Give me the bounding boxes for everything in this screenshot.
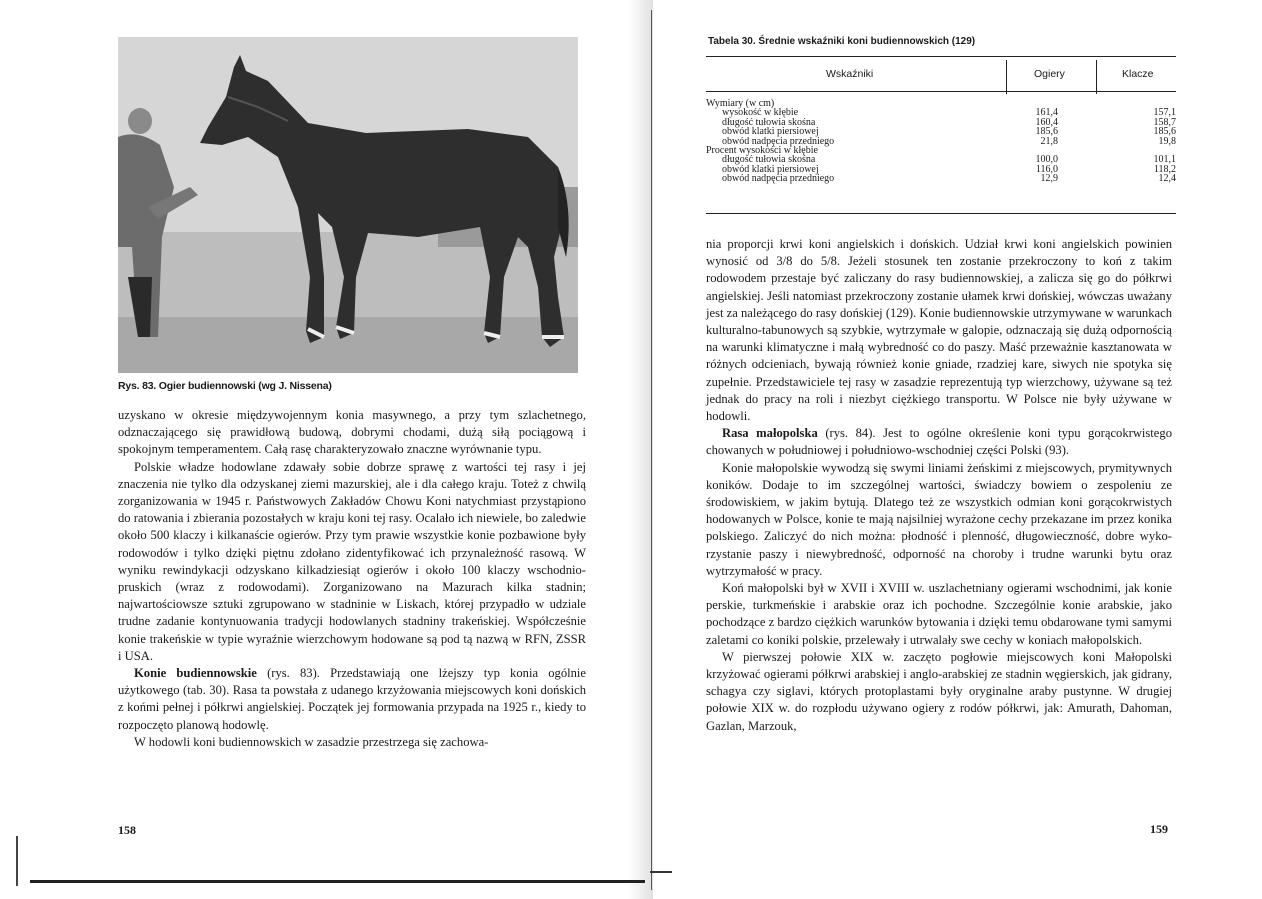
cell-klacze: 12,4 bbox=[1158, 173, 1176, 185]
table-rule bbox=[706, 91, 1176, 92]
cell-ogiery: 12,9 bbox=[1040, 173, 1058, 185]
cell-klacze: 101,1 bbox=[1153, 154, 1176, 166]
column-header-ogiery: Ogiery bbox=[1034, 68, 1065, 80]
row-label: obwód nadpęcia przedniego bbox=[722, 135, 835, 147]
horse-photo bbox=[118, 37, 578, 373]
row-label: długość tułowia skośna bbox=[722, 154, 816, 166]
section-heading: Rasa małopolska bbox=[722, 426, 818, 441]
gutter-shadow bbox=[627, 0, 653, 899]
row-label: obwód klatki piersiowej bbox=[722, 163, 819, 175]
cell-klacze: 185,6 bbox=[1153, 126, 1176, 138]
paragraph: W pierwszej połowie XIX w. zaczęto pogłowie miejscowych koni Małopolski krzyżować ogierami półkrwi arabskiej i anglo-arabskiej ze stadnin węgierskich, jak gidrany, schagya czy siglavi, których protoplastami były oryginalne araby pustynne. W drugiej połowie XIX w. do rozpłodu używano ogiery z rodów półkrwi, jak: Amurath, Dahoman, Gazlan, Marzouk, bbox=[706, 649, 1172, 733]
table-divider bbox=[1006, 60, 1007, 94]
cell-ogiery: 100,0 bbox=[1035, 154, 1058, 166]
cell-klacze: 118,2 bbox=[1153, 163, 1176, 175]
cell-ogiery: 161,4 bbox=[1035, 107, 1058, 119]
table-title: Tabela 30. Średnie wskaźniki koni budiennowskich (129) bbox=[708, 36, 976, 47]
page-left-edge bbox=[16, 836, 18, 886]
gutter-line bbox=[651, 10, 652, 890]
row-label: Procent wysokości w kłębie bbox=[706, 144, 818, 156]
table-rule bbox=[706, 213, 1176, 214]
page-number-right: 159 bbox=[1150, 822, 1168, 836]
paragraph: Konie budiennowskie (rys. 83). Przedstawiają one lżejszy typ konia ogólnie użytkowego (tab. 30). Rasa ta powstała z udanego krzyżowania miejscowych koni dońskich z końmi pełnej i półkrwi angielskiej. Początek jej formowania przypada na 1925 r., kiedy to rozpoczęto planową hodowlę. bbox=[118, 666, 586, 732]
cell-ogiery: 185,6 bbox=[1035, 126, 1058, 138]
cell-ogiery: 21,8 bbox=[1040, 135, 1058, 147]
row-label: obwód nadpęcia przedniego bbox=[722, 173, 835, 185]
page-bottom-edge bbox=[30, 880, 645, 883]
paragraph: Polskie władze hodowlane zdawały sobie dobrze sprawę z wartości tej rasy i jej znaczenia nie tylko dla odzyskanej ziemi mazurskiej, ale i dla całego kraju. Toteż z chwilą zorganizowania w 1945 r. Państwowych Zakładów Chowu Koni natychmiast przystąpiono do ratowania i zbierania pozostałych w kraju koni tej rasy. Ocalało ich niewiele, bo zaledwie około 500 klaczy i kilkanaście ogierów. Przy tym prawie wszystkie konie pozbawione były rodowodów i tylko dzięki piętnu zdołano zidentyfikować ich przynależność rasową. W wyniku rewindykacji odzyskano kilkadziesiąt ogierów i około 100 klaczy wschodnio-pruskich (wraz z rodowodami). Zorganizowano na Mazurach kilka stadnin; najwartościowsze sztuki zgrupowano w stadninie w Liskach, której przypadło w udziale trudne zadanie kontynuowania tradycji hodowlanych stadniny trakeńskiej. Współcześnie konie trakeńskie w typie wyraźnie wierzchowym hodowane są pod tą nazwą w RFN, ZSSR i USA. bbox=[118, 459, 586, 663]
paragraph: nia proporcji krwi koni angielskich i dońskich. Udział krwi koni angielskich powinien wynosić od 3/8 do 5/8. Jeżeli stosunek ten zostanie przekroczony to koń z takim rodowodem przestaje być zaliczany do rasy budiennowskiej, a zalicza się go do półkrwi angielskiej. Jeśli natomiast przekroczony zostanie ułamek krwi dońskiej, wówczas uważany jest za należącego do rasy dońskiej (129). Konie budiennowskie utrzymywane w warunkach kulturalno-tabunowych są szybkie, wytrzymałe w galopie, odznaczają się dużą odpornością na warunki klimatyczne i małą wybredność co do paszy. Maść przeważnie kasztanowata w różnych odcieniach, bywają również konie gniade, rzadziej kare, siwych nie spotyka się zupełnie. Przedstawiciele tej rasy w zasadzie reprezentują typ wierzchowy, używane są też jednak do pracy na roli i niezbyt ciężkiego transportu. W Polsce nie były używane w hodowli. bbox=[706, 237, 1172, 424]
paragraph: Rasa małopolska (rys. 84). Jest to ogólne określenie koni typu gorącokrwistego chowanych w południowej i południowo-wschodniej części Polski (93). bbox=[706, 426, 1172, 458]
cell-klacze: 157,1 bbox=[1153, 107, 1176, 119]
left-page-text bbox=[118, 407, 586, 751]
table-row bbox=[706, 174, 1176, 183]
paragraph: W hodowli koni budiennowskich w zasadzie przestrzega się zachowa- bbox=[134, 734, 489, 749]
cell-klacze: 19,8 bbox=[1158, 135, 1176, 147]
cell-ogiery: 160,4 bbox=[1035, 116, 1058, 128]
row-label: wysokość w kłębie bbox=[722, 107, 799, 119]
row-label: długość tułowia skośna bbox=[722, 116, 816, 128]
cell-klacze: 158,7 bbox=[1153, 116, 1176, 128]
horse-illustration bbox=[118, 37, 578, 373]
figure-caption: Rys. 83. Ogier budiennowski (wg J. Nissena) bbox=[118, 380, 332, 392]
table-body bbox=[706, 99, 1176, 184]
paragraph: Konie małopolskie wywodzą się swymi liniami żeńskimi z miejscowych, prymitywnych koników. Dodaje to im szczególnej wartości, świadczy bowiem o zespoleniu ze środowiskiem, w jakim bytują. Dlatego też ze wszystkich odmian koni gorącokrwistych hodowanych w Polsce, konie te mają najsilniej wyrażone cechy przekazane im przez konika polskiego. Zaliczyć do nich można: płodność i plenność, długowieczność, dobre wykorzystanie paszy i niewybredność, odporność na choroby i trudne warunki bytu oraz wytrzymałość w pracy. bbox=[706, 460, 1172, 578]
section-heading: Konie budiennowskie bbox=[134, 666, 257, 681]
row-label: obwód klatki piersiowej bbox=[722, 126, 819, 138]
page-number-left: 158 bbox=[118, 823, 136, 837]
column-header-klacze: Klacze bbox=[1122, 68, 1154, 80]
table-divider bbox=[1096, 60, 1097, 94]
page-bottom-edge-right bbox=[650, 871, 672, 873]
cell-ogiery: 116,0 bbox=[1035, 163, 1058, 175]
table-rule bbox=[706, 56, 1176, 57]
right-page-text bbox=[706, 236, 1172, 735]
paragraph: Koń małopolski był w XVII i XVIII w. uszlachetniany ogierami wschodnimi, jak konie perskie, turkmeńskie i arabskie oraz ich pochodne. Szczególnie konie arabskie, jako pochodzące z bardzo ciężkich warunków bytowania i dzięki temu obdarowane tymi samymi zaletami co koniki polskie, przelewały i utrwalały swe cechy w koniach małopolskich. bbox=[706, 581, 1172, 647]
paragraph: uzyskano w okresie międzywojennym konia masywnego, a przy tym szlachetnego, odznaczającego się prawidłową budową, dobrymi chodami, dużą siłą pociągową i spokojnym temperamentem. Całą rasę charakteryzowało znaczne wyrównanie typu. bbox=[118, 408, 586, 457]
row-label: Wymiary (w cm) bbox=[706, 98, 775, 109]
column-header-wskazniki: Wskaźniki bbox=[826, 68, 874, 80]
